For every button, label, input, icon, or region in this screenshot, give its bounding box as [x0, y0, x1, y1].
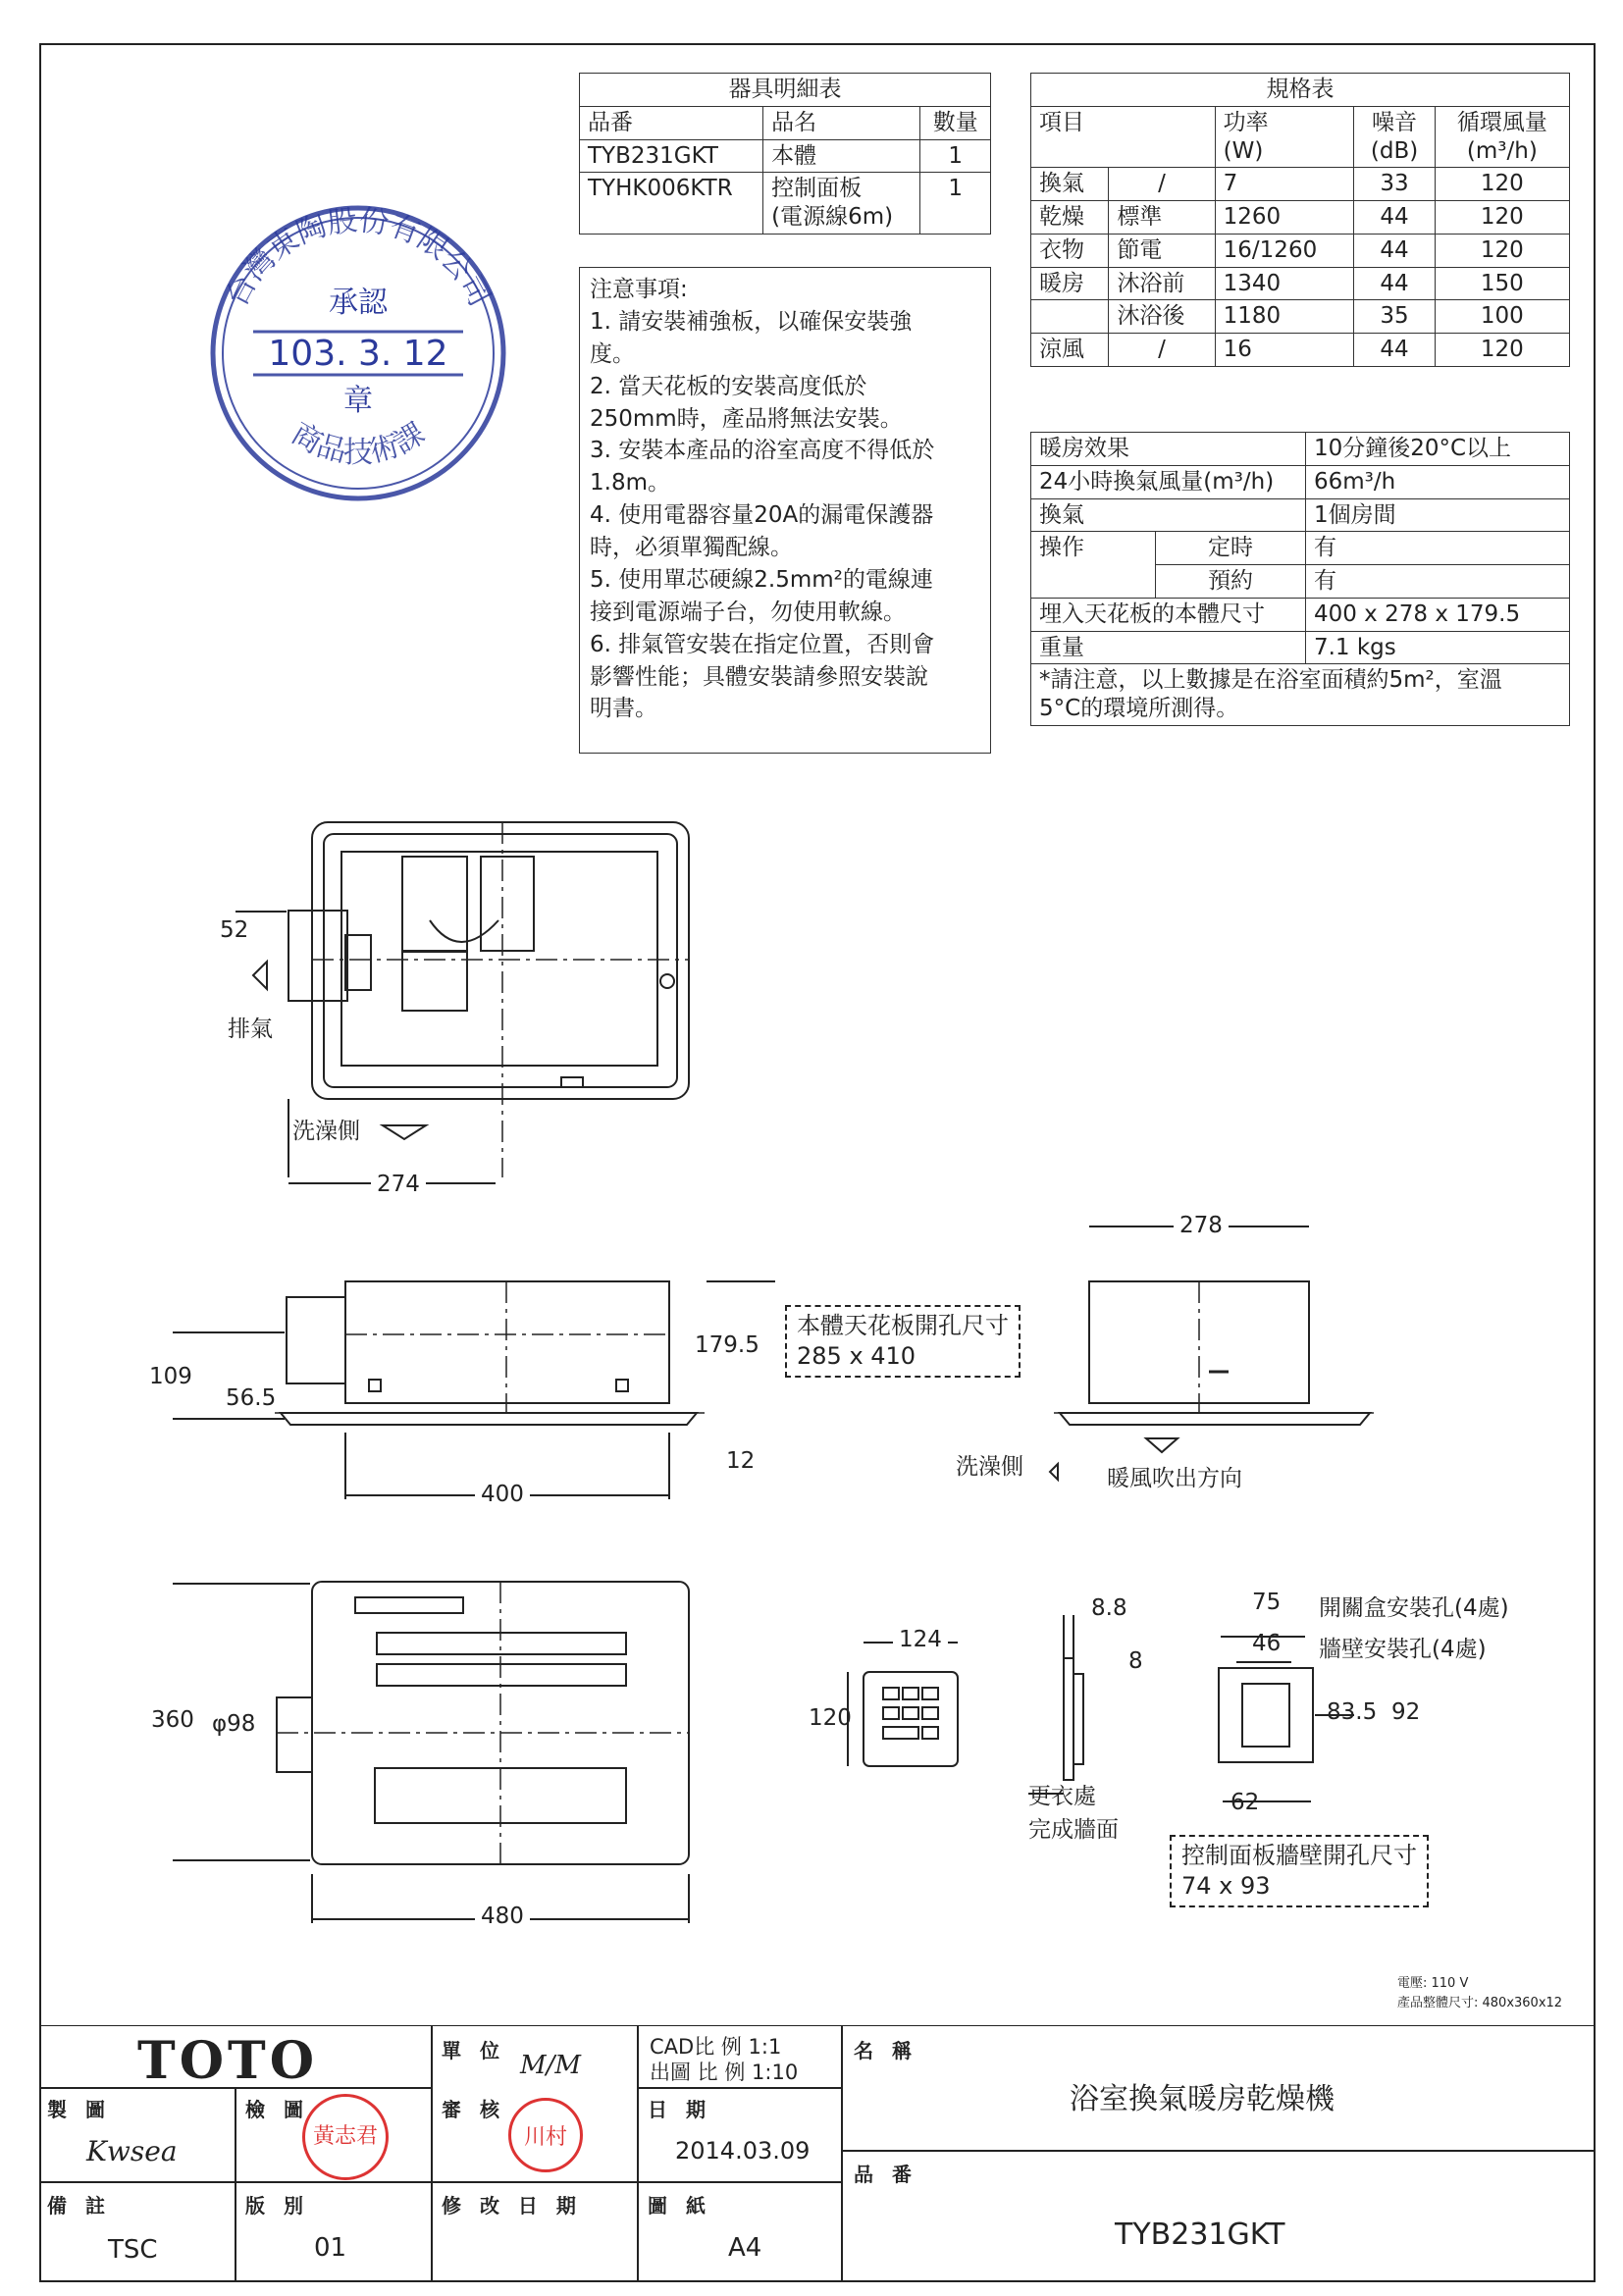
spec-power: 1180 — [1215, 300, 1354, 334]
check-label: 檢 圖 — [245, 2098, 309, 2121]
ceiling-opening-title: 本體天花板開孔尺寸 — [797, 1312, 1009, 1339]
table-row — [1031, 267, 1570, 300]
perf-label: 暖房效果 — [1031, 433, 1306, 466]
note-line: 度。 — [590, 340, 635, 367]
parts-table-title: 器具明細表 — [580, 74, 991, 107]
product-name: 浴室換氣暖房乾燥機 — [1070, 2082, 1335, 2116]
stamp-chapter: 章 — [343, 384, 373, 418]
dim-124: 124 — [893, 1627, 948, 1652]
part-number: TYB231GKT — [1115, 2218, 1285, 2252]
unit-value: M/M — [520, 2051, 582, 2080]
part-number-label: 品 番 — [854, 2163, 917, 2186]
perf-label: 操作 — [1031, 532, 1156, 599]
drawn-label: 製 圖 — [47, 2098, 111, 2121]
stamp-top-text: 台灣東陶股份有限公司 — [219, 203, 497, 313]
dim-360: 360 — [151, 1707, 194, 1733]
dim-109: 109 — [149, 1364, 192, 1389]
spec-header-flow — [1435, 106, 1569, 168]
parts-header-name: 品名 — [763, 106, 920, 139]
part-name: 本體 — [763, 139, 920, 173]
part-qty: 1 — [920, 139, 991, 173]
version-label: 版 別 — [245, 2194, 309, 2218]
spec-power-unit: (W) — [1223, 137, 1264, 164]
dim-83-5: 83.5 — [1327, 1699, 1378, 1725]
dim-400: 400 — [475, 1482, 530, 1507]
spec-group: 乾燥 — [1031, 201, 1109, 235]
dim-12: 12 — [726, 1448, 756, 1474]
spec-header-item: 項目 — [1031, 106, 1216, 168]
ceiling-opening-size: 285 x 410 — [797, 1342, 916, 1371]
drawing-date: 2014.03.09 — [675, 2137, 811, 2165]
table-row — [1031, 234, 1570, 267]
table-row — [1031, 168, 1570, 201]
spec-flow-unit: (m³/h) — [1466, 137, 1538, 164]
dim-179-5: 179.5 — [695, 1332, 759, 1358]
spec-power: 1340 — [1215, 267, 1354, 300]
unit-label: 單 位 — [442, 2039, 505, 2062]
note-line: 2. 當天花板的安裝高度低於 — [590, 373, 867, 399]
perf-sublabel: 預約 — [1156, 565, 1306, 599]
spec-sub: 沐浴前 — [1109, 267, 1215, 300]
perf-label: 重量 — [1031, 631, 1306, 664]
perf-value: 有 — [1305, 565, 1569, 599]
spec-noise-unit: (dB) — [1370, 137, 1419, 164]
parts-header-code: 品番 — [580, 106, 763, 139]
dim-8-8: 8.8 — [1091, 1595, 1127, 1621]
footnote-line2: 5°C的環境所測得。 — [1039, 696, 1239, 721]
spec-flow: 120 — [1435, 234, 1569, 267]
note-line: 3. 安裝本產品的浴室高度不得低於 — [590, 438, 935, 464]
paper-label: 圖 紙 — [648, 2194, 711, 2218]
spec-noise: 44 — [1354, 267, 1435, 300]
dim-56-5: 56.5 — [226, 1385, 277, 1411]
dim-120: 120 — [809, 1705, 852, 1731]
spec-noise: 44 — [1354, 334, 1435, 367]
finished-wall-label: 完成牆面 — [1028, 1817, 1119, 1843]
parts-table — [579, 73, 991, 235]
review-label: 審 核 — [442, 2098, 505, 2121]
dim-92: 92 — [1391, 1699, 1421, 1725]
spec-sub: 節電 — [1109, 234, 1215, 267]
perf-value: 10分鐘後20°C以上 — [1305, 433, 1569, 466]
dim-62: 62 — [1230, 1790, 1260, 1815]
part-name-line2: (電源線6m) — [771, 204, 894, 230]
print-scale: 出圖 比 例 1:10 — [650, 2061, 799, 2084]
spec-noise-label: 噪音 — [1372, 109, 1418, 135]
spec-header-noise — [1354, 106, 1435, 168]
perf-value: 有 — [1305, 532, 1569, 565]
spec-flow: 120 — [1435, 334, 1569, 367]
spec-sub: / — [1109, 168, 1215, 201]
spec-flow: 120 — [1435, 201, 1569, 235]
name-label: 名 稱 — [854, 2039, 917, 2062]
footnote-line1: *請注意，以上數據是在浴室面積約5m²，室溫 — [1039, 667, 1502, 694]
stamp-bottom-text: 商品技術課 — [285, 416, 432, 470]
perf-value: 400 x 278 x 179.5 — [1305, 598, 1569, 631]
dressing-room-label: 更衣處 — [1028, 1784, 1096, 1809]
spec-power: 16 — [1215, 334, 1354, 367]
spec-group: 衣物 — [1031, 234, 1109, 267]
spec-sub: / — [1109, 334, 1215, 367]
table-row — [1031, 334, 1570, 367]
spec-power: 16/1260 — [1215, 234, 1354, 267]
dim-phi98: φ98 — [212, 1711, 256, 1737]
part-code: TYHK006KTR — [580, 173, 763, 235]
ceiling-opening-box — [785, 1305, 1021, 1378]
remark-value: TSC — [108, 2235, 158, 2265]
warm-air-direction: 暖風吹出方向 — [1107, 1466, 1242, 1491]
dim-75: 75 — [1252, 1590, 1282, 1615]
spec-sub: 標準 — [1109, 201, 1215, 235]
perf-value: 7.1 kgs — [1305, 631, 1569, 664]
spec-flow-label: 循環風量 — [1456, 109, 1547, 135]
performance-table — [1030, 432, 1570, 726]
part-qty: 1 — [920, 173, 991, 235]
perf-label: 埋入天花板的本體尺寸 — [1031, 598, 1306, 631]
table-row — [580, 139, 991, 173]
version-value: 01 — [314, 2233, 347, 2263]
note-line: 250mm時，產品將無法安裝。 — [590, 405, 903, 432]
stamp-date: 103. 3. 12 — [268, 334, 448, 374]
note-line: 1.8m。 — [590, 470, 670, 496]
wash-side-label: 洗澡側 — [292, 1119, 360, 1144]
notes-block — [579, 267, 991, 754]
switch-box-holes-label: 開關盒安裝孔(4處) — [1319, 1595, 1509, 1621]
cad-scale: CAD比 例 1:1 — [650, 2035, 782, 2059]
panel-opening-box — [1170, 1835, 1429, 1907]
dim-8: 8 — [1128, 1648, 1143, 1674]
spec-sub: 沐浴後 — [1109, 300, 1215, 334]
spec-noise: 33 — [1354, 168, 1435, 201]
stamp-approve: 承認 — [329, 286, 388, 320]
spec-power: 7 — [1215, 168, 1354, 201]
package-size-note: 產品整體尺寸: 480x360x12 — [1397, 1996, 1563, 2010]
note-line: 時，必須單獨配線。 — [590, 535, 793, 560]
perf-label: 換氣 — [1031, 498, 1306, 532]
perf-sublabel: 定時 — [1156, 532, 1306, 565]
note-line: 6. 排氣管安裝在指定位置，否則會 — [590, 631, 935, 657]
date-label: 日 期 — [648, 2098, 711, 2121]
note-line: 影響性能；具體安裝請參照安裝說 — [590, 663, 928, 690]
table-row — [580, 173, 991, 235]
revision-date-label: 修 改 日 期 — [442, 2194, 582, 2218]
parts-header-qty: 數量 — [920, 106, 991, 139]
spec-flow: 100 — [1435, 300, 1569, 334]
spec-table — [1030, 73, 1570, 367]
perf-value: 66m³/h — [1305, 465, 1569, 498]
spec-group: 暖房 — [1031, 267, 1109, 300]
spec-group: 涼風 — [1031, 334, 1109, 367]
review-stamp: 川村 — [508, 2098, 583, 2172]
note-line: 4. 使用電器容量20A的漏電保護器 — [590, 502, 934, 529]
perf-footnote — [1031, 664, 1570, 726]
note-line: 接到電源端子台，勿使用軟線。 — [590, 599, 906, 625]
spec-table-title: 規格表 — [1031, 74, 1570, 107]
note-line: 明書。 — [590, 696, 657, 722]
remark-label: 備 註 — [47, 2194, 111, 2218]
perf-value: 1個房間 — [1305, 498, 1569, 532]
dim-480: 480 — [475, 1904, 530, 1929]
title-block — [39, 2025, 1596, 2282]
dim-278: 278 — [1174, 1213, 1229, 1238]
dim-46: 46 — [1252, 1631, 1282, 1656]
spec-flow: 120 — [1435, 168, 1569, 201]
drawn-by: Kwsea — [86, 2135, 178, 2167]
dim-52: 52 — [220, 917, 249, 943]
spec-flow: 150 — [1435, 267, 1569, 300]
dim-274: 274 — [371, 1172, 426, 1197]
table-row — [1031, 201, 1570, 235]
spec-noise: 44 — [1354, 234, 1435, 267]
spec-noise: 44 — [1354, 201, 1435, 235]
exhaust-label: 排氣 — [228, 1017, 273, 1042]
spec-noise: 35 — [1354, 300, 1435, 334]
part-code: TYB231GKT — [580, 139, 763, 173]
spec-power-label: 功率 — [1223, 109, 1269, 135]
table-row — [1031, 300, 1570, 334]
part-name-line1: 控制面板 — [771, 176, 863, 202]
notes-title: 注意事項: — [590, 277, 688, 302]
note-line: 5. 使用單芯硬線2.5mm²的電線連 — [590, 566, 933, 593]
wall-holes-label: 牆壁安裝孔(4處) — [1319, 1637, 1487, 1662]
toto-logo: TOTO — [137, 2031, 318, 2091]
spec-group — [1031, 300, 1109, 334]
spec-header-power — [1215, 106, 1354, 168]
panel-opening-size: 74 x 93 — [1181, 1872, 1271, 1901]
voltage-note: 電壓: 110 V — [1397, 1976, 1469, 1991]
check-stamp: 黃志君 — [302, 2094, 389, 2180]
note-line: 1. 請安裝補強板，以確保安裝強 — [590, 308, 913, 335]
paper-size: A4 — [728, 2233, 762, 2263]
perf-label: 24小時換氣風量(m³/h) — [1031, 465, 1306, 498]
wash-side-label-2: 洗澡側 — [956, 1454, 1023, 1480]
part-name — [763, 173, 920, 235]
panel-opening-title: 控制面板牆壁開孔尺寸 — [1181, 1842, 1417, 1869]
spec-group: 換氣 — [1031, 168, 1109, 201]
spec-power: 1260 — [1215, 201, 1354, 235]
